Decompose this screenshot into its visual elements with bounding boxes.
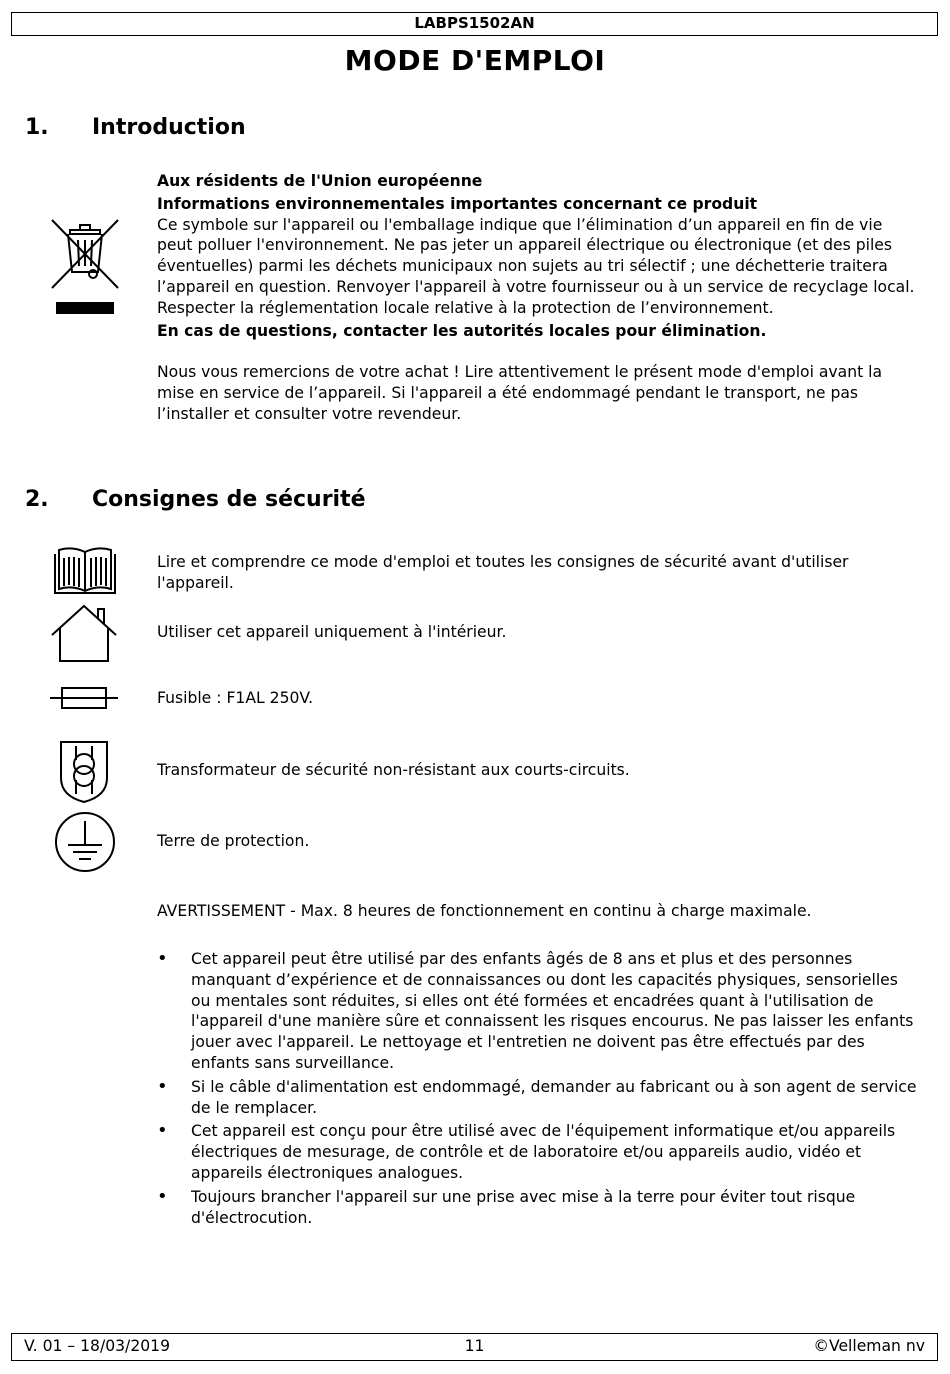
section-1-title: Introduction bbox=[92, 115, 246, 140]
model-number: LABPS1502AN bbox=[414, 14, 535, 32]
questions-text: En cas de questions, contacter les autorités locales pour élimination. bbox=[157, 321, 767, 340]
symbol-text-manual: Lire et comprendre ce mode d'emploi et toutes les consignes de sécurité avant d'utiliser l'appareil. bbox=[157, 553, 849, 592]
list-item: • Si le câble d'alimentation est endommagé, demander au fabricant ou à son agent de service de le remplacer. bbox=[157, 1077, 917, 1119]
section-2-title: Consignes de sécurité bbox=[92, 487, 366, 512]
manual-book-icon bbox=[52, 546, 118, 596]
fuse-icon bbox=[50, 684, 118, 712]
symbol-text-fuse: Fusible : F1AL 250V. bbox=[157, 689, 314, 707]
warning-text: AVERTISSEMENT - Max. 8 heures de fonctionnement en continu à charge maximale. bbox=[157, 902, 812, 920]
copyright: ©Velleman nv bbox=[813, 1337, 925, 1355]
environment-heading: Informations environnementales importantes concernant ce produit bbox=[157, 194, 758, 213]
page-title: MODE D'EMPLOI bbox=[344, 44, 606, 77]
safety-transformer-icon bbox=[58, 740, 110, 804]
protective-earth-icon bbox=[52, 811, 118, 873]
symbol-text-transformer: Transformateur de sécurité non-résistant aux courts-circuits. bbox=[157, 761, 630, 779]
intro-text-block bbox=[157, 171, 917, 425]
symbol-text-earth: Terre de protection. bbox=[157, 832, 310, 850]
environment-text: Ce symbole sur l'appareil ou l'emballage indique que l’élimination d’un appareil en fin de vie peut polluer l'environnement. Ne pas jeter un appareil électrique ou électronique (et des piles éventuelles) parmi les déchets municipaux non sujets au tri sélectif ; une déchetterie traitera l’appareil en question. Renvoyer l'appareil à votre fournisseur ou à un service de recyclage local. Respecter la réglementation locale relative à la protection de l’environnement. bbox=[157, 215, 915, 317]
version-date: V. 01 – 18/03/2019 bbox=[24, 1337, 171, 1355]
list-item: • Cet appareil peut être utilisé par des enfants âgés de 8 ans et plus et des personnes manquant d’expérience et de connaissances ou dont les capacités physiques, sensorielles ou mentales sont réduites, si elles ont été formées et encadrées quant à l'utilisation de l'appareil d'une manière sûre et connaissent les risques encourus. Ne pas laisser les enfants jouer avec l'appareil. Le nettoyage et l'entretien ne doivent pas être effectués par des enfants sans surveillance. bbox=[157, 949, 917, 1074]
weee-bin-icon bbox=[48, 216, 122, 318]
safety-bullet-list bbox=[157, 949, 917, 1231]
section-1-number: 1. bbox=[25, 115, 49, 140]
indoor-house-icon bbox=[50, 603, 118, 663]
section-2-number: 2. bbox=[25, 487, 49, 512]
document-footer bbox=[11, 1333, 938, 1361]
list-item: • Toujours brancher l'appareil sur une prise avec mise à la terre pour éviter tout risque d'électrocution. bbox=[157, 1187, 917, 1229]
list-item: • Cet appareil est conçu pour être utilisé avec de l'équipement informatique et/ou appareils électriques de mesurage, de contrôle et de laboratoire et/ou appareils audio, vidéo et appareils électroniques analogues. bbox=[157, 1121, 917, 1183]
page-number: 11 bbox=[464, 1337, 485, 1355]
symbol-text-indoor: Utiliser cet appareil uniquement à l'intérieur. bbox=[157, 623, 507, 641]
document-header bbox=[11, 12, 938, 36]
thanks-text: Nous vous remercions de votre achat ! Lire attentivement le présent mode d'emploi avant la mise en service de l’appareil. Si l'appareil a été endommagé pendant le transport, ne pas l’installer et consulter votre revendeur. bbox=[157, 363, 883, 423]
eu-residents-heading: Aux résidents de l'Union européenne bbox=[157, 172, 483, 190]
